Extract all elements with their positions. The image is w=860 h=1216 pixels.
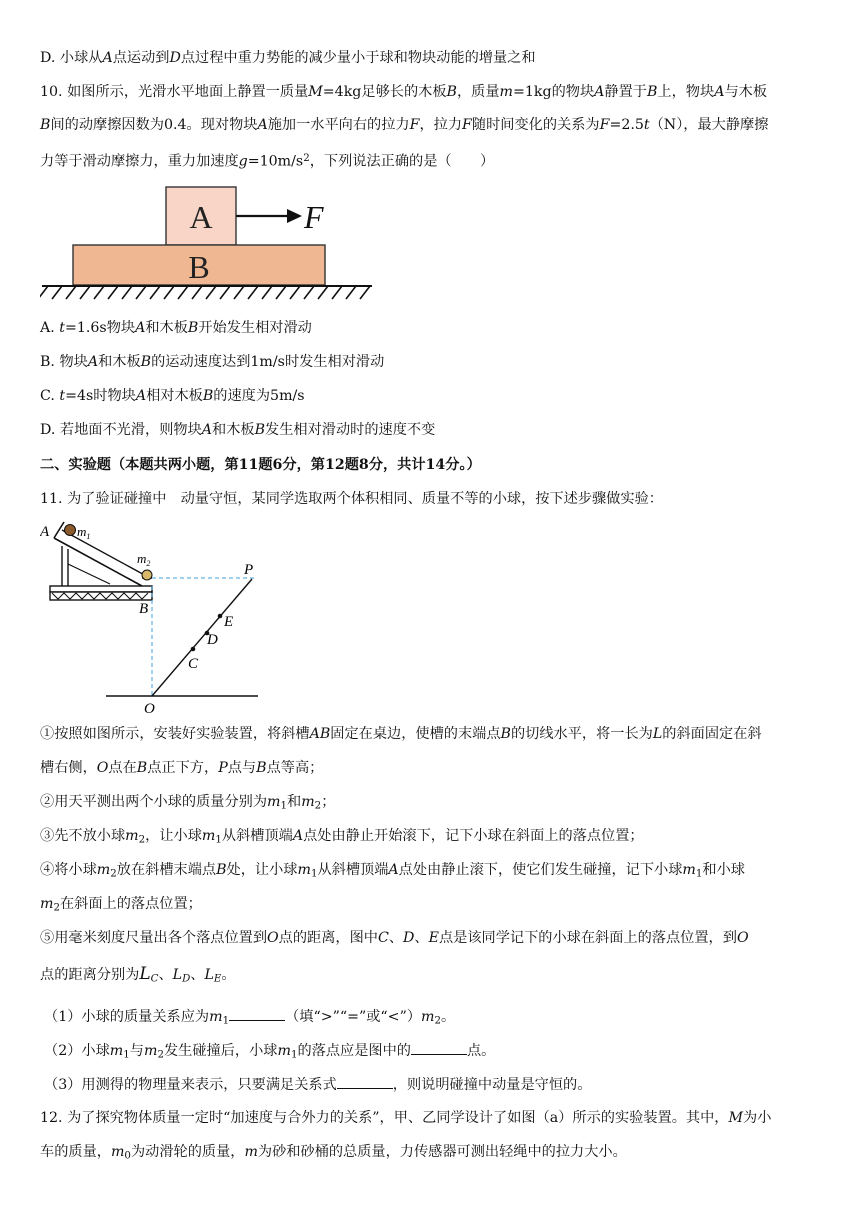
hatch-mark [234,286,244,299]
q10-option-c: C. t=4s时物块A相对木板B的速度为5m/s [40,388,305,404]
board-b-label: B [188,249,210,285]
hatch-mark [52,286,62,299]
label-c: C [188,656,199,672]
hatch-mark [248,286,258,299]
label-a: A [40,524,50,540]
table-top [50,586,152,592]
label-m2: $m_2$ [137,551,151,568]
q10-stem-line3: 力等于滑动摩擦力，重力加速度$g=10m/s^2$，下列说法正确的是（ ） [40,153,495,170]
q11-part-2: （2）小球$m_1$与$m_2$发生碰撞后，小球$m_1$的落点应是图中的 点。 [44,1040,834,1066]
hatch-mark [290,286,300,299]
q11-step-1: ①按照如图所示，安装好实验装置，将斜槽AB固定在桌边，使槽的末端点B的切线水平，将一长为L的斜面固定在斜 [40,726,762,742]
q11-step-5: ⑤用毫米刻度尺量出各个落点位置到O点的距离，图中C、D、E点是该同学记下的小球在斜面上的落点位置，到O [40,930,749,946]
hatch-mark [80,286,90,299]
stand-brace [68,564,110,584]
ball-m1 [65,525,76,536]
hatch-mark [346,286,356,299]
q11-step-4: ④将小球$m_2$放在斜槽末端点B处，让小球$m_1$从斜槽顶端A点处由静止滚下，使它们发生碰撞，记下小球$m_1$和小球 [40,862,745,880]
hatch-mark [150,286,160,299]
q10-block-board-figure [40,183,380,303]
hatch-mark [276,286,286,299]
q11-intro: 11. 为了验证碰撞中 动量守恒，某同学选取两个体积相同、质量不等的小球，按下述步骤做实验： [40,491,663,507]
label-p: P [244,562,254,578]
q11-step-1-cont: 槽右侧，O点在B点正下方，P点与B点等高； [40,760,324,776]
force-arrow-head [287,209,302,223]
hatch-mark [220,286,230,299]
q12-stem-line1: 12. 为了探究物体质量一定时“加速度与合外力的关系”，甲、乙同学设计了如图（a）所示的实验装置。其中，M为小 [40,1110,772,1126]
point-e [218,614,223,619]
q11-part-3: （3）用测得的物理量来表示，只要满足关系式 ，则说明碰撞中动量是守恒的。 [44,1074,834,1095]
q9-option-d: D. 小球从A点运动到D点过程中重力势能的减少量小于球和物块动能的增量之和 [40,50,536,66]
q10-stem-line1: 10. 如图所示，光滑水平地面上静置一质量M=4kg足够长的木板B，质量m=1kg的物块A静置于B上，物块A与木板 [40,84,768,100]
answer-blank-2[interactable] [411,1040,467,1055]
q11-collision-apparatus-figure [40,516,280,716]
hatch-mark [40,286,48,299]
slope-line [152,579,252,696]
label-o: O [144,701,155,716]
q11-step-2: ②用天平测出两个小球的质量分别为$m_1$和$m_2$； [40,794,336,812]
section-2-heading: 二、实验题（本题共两小题，第11题6分，第12题8分，共计14分。） [40,457,481,473]
q12-stem-line2: 车的质量，$m_0$为动滑轮的质量，m为砂和砂桶的总质量，力传感器可测出轻绳中的拉力大小。 [40,1144,627,1162]
hatch-mark [66,286,76,299]
label-m1: $m_1$ [77,524,91,541]
ball-m2 [142,570,152,580]
label-b: B [139,601,149,617]
hatch-mark [108,286,118,299]
hatch-mark [178,286,188,299]
answer-blank-1[interactable] [229,1006,285,1021]
label-e: E [224,614,234,630]
block-a-label: A [189,199,213,235]
ground-hatch [40,286,370,299]
point-c [191,647,196,652]
hatch-mark [136,286,146,299]
label-d: D [207,632,218,648]
q11-part-1: （1）小球的质量关系应为$m_1$ （填“>”“=”或“$<”)m_2$。 [44,1006,834,1032]
q10-option-d: D. 若地面不光滑，则物块A和木板B发生相对滑动时的速度不变 [40,422,436,438]
hatch-mark [318,286,328,299]
hatch-mark [304,286,314,299]
q11-step-3: ③先不放小球$m_2$，让小球$m_1$从斜槽顶端A点处由静止开始滚下，记下小球在斜面上的落点位置； [40,828,644,846]
hatch-mark [262,286,272,299]
q11-step-5-cont: 点的距离分别为$L_C$、$L_D$、$L_E$。 [40,964,236,985]
hatch-mark [360,286,370,299]
hatch-mark [206,286,216,299]
q10-option-b: B. 物块A和木板B的运动速度达到1m/s时发生相对滑动 [40,354,385,370]
hatch-mark [94,286,104,299]
hatch-mark [122,286,132,299]
q10-stem-line2: B间的动摩擦因数为0.4。现对物块A施加一水平向右的拉力F，拉力F随时间变化的关系为F=2.5t（N），最大静摩擦 [40,117,769,133]
hatch-mark [332,286,342,299]
q11-step-4-cont: $m_2$在斜面上的落点位置； [40,896,202,914]
hatch-mark [192,286,202,299]
q10-option-a: A. t=1.6s物块A和木板B开始发生相对滑动 [40,320,312,336]
answer-blank-3[interactable] [337,1074,393,1089]
hatch-mark [164,286,174,299]
force-label: F [304,199,324,235]
